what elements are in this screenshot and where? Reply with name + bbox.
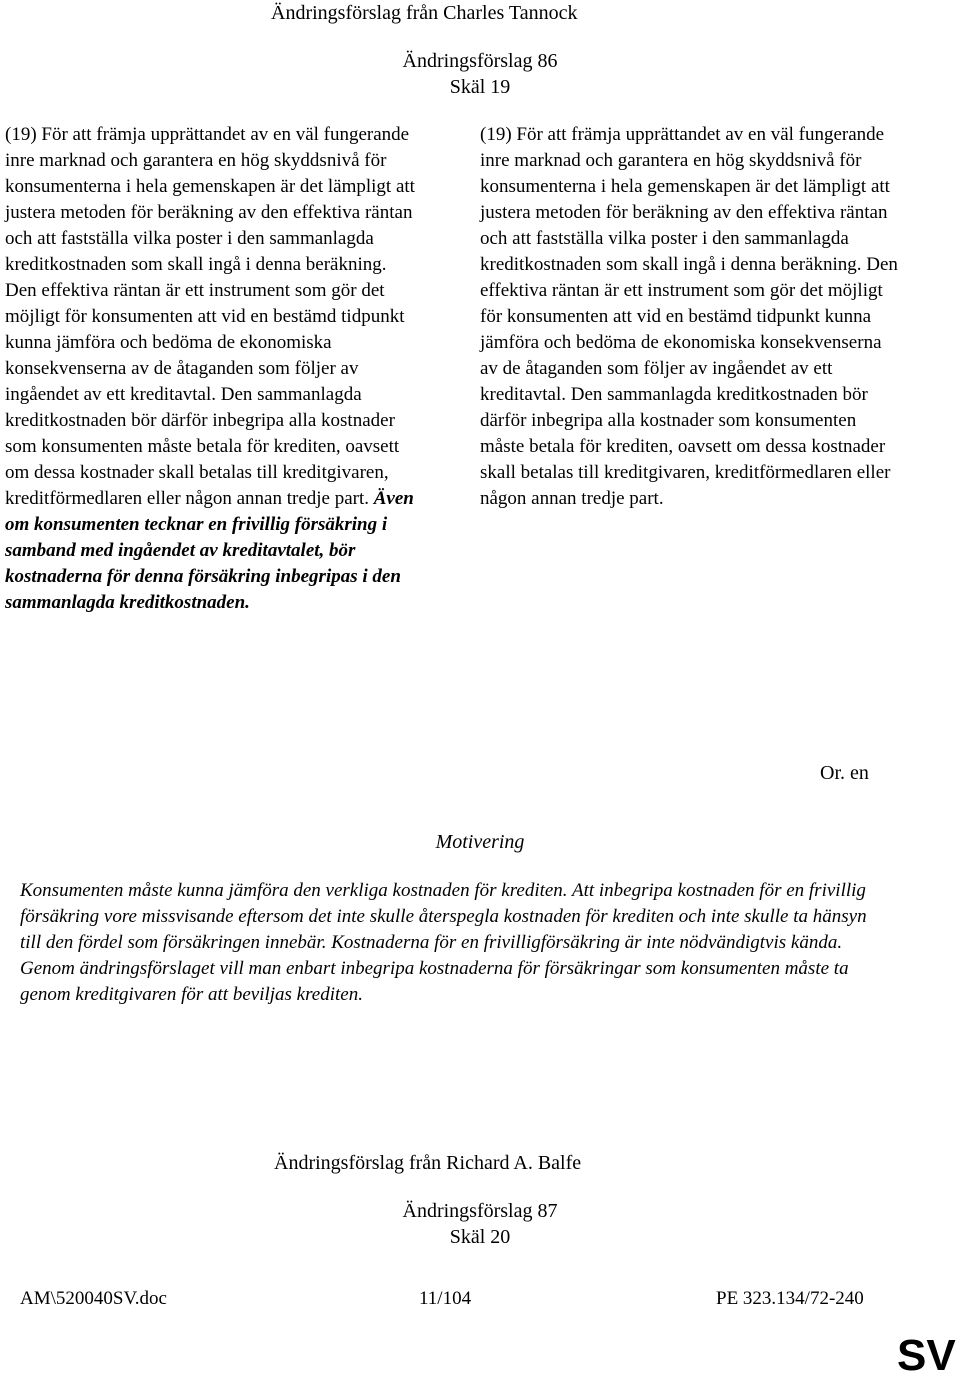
- next-amendment-number: Ändringsförslag 87: [402, 1200, 558, 1222]
- commission-proposal-text: [5, 122, 420, 616]
- justification-text: Konsumenten måste kunna jämföra den verkliga kostnaden för krediten. Att inbegripa kostnaden för en frivillig försäkring vore missvisande eftersom det inte skulle återspegla kostnaden för krediten och inte skulle ta hänsyn till den fördel som försäkringen innebär. Kostnaderna för en frivilligförsäkring är inte nödvändigtvis kända. Genom ändringsförslaget vill man enbart inbegripa kostnaderna för försäkringar som konsumenten måste ta genom kreditgivaren för att beviljas krediten.: [20, 880, 867, 1005]
- footer-page-number: 11/104: [419, 1288, 472, 1309]
- parliament-amendment-text: (19) För att främja upprättandet av en väl fungerande inre marknad och garantera en hög skyddsnivå för konsumenterna i hela gemenskapen är det lämpligt att justera metoden för beräkning av den effektiva räntan och att fastställa vilka poster i den sammanlagda kreditkostnaden som skall ingå i denna beräkning. Den effektiva räntan är ett instrument som gör det möjligt för konsumenten att vid en bestämd tidpunkt kunna jämföra och bedöma de ekonomiska konsekvenserna av de åtaganden som följer av ingåendet av ett kreditavtal. Den sammanlagda kreditkostnaden bör därför inbegripa alla kostnader som konsumenten måste betala för krediten, oavsett om dessa kostnader skall betalas till kreditgivaren, kreditförmedlaren eller någon annan tredje part.: [480, 124, 898, 509]
- left-column-text: (19) För att främja upprättandet av en väl fungerande inre marknad och garantera en hög skyddsnivå för konsumenterna i hela gemenskapen är det lämpligt att justera metoden för beräkning av den effektiva räntan och att fastställa vilka poster i den sammanlagda kreditkostnaden som skall ingå i denna beräkning. Den effektiva räntan är ett instrument som gör det möjligt för konsumenten att vid en bestämd tidpunkt kunna jämföra och bedöma de ekonomiska konsekvenserna av de åtaganden som följer av ingåendet av ett kreditavtal. Den sammanlagda kreditkostnaden bör därför inbegripa alla kostnader som konsumenten måste betala för krediten, oavsett om dessa kostnader skall betalas till kreditgivaren, kreditförmedlaren eller någon annan tredje part.: [5, 124, 415, 509]
- amended-text: Även om konsumenten tecknar en frivillig försäkring i samband med ingåendet av kreditavtalet, bör kostnaderna för denna försäkring inbegripas i den sammanlagda kreditkostnaden.: [5, 488, 414, 613]
- recital-number: Skäl 19: [449, 76, 511, 98]
- next-amendment-author: Ändringsförslag från Richard A. Balfe: [274, 1152, 582, 1174]
- original-language: Or. en: [820, 762, 869, 784]
- language-code: SV: [897, 1331, 956, 1380]
- amendment-author: Ändringsförslag från Charles Tannock: [271, 2, 578, 24]
- footer-pe-ref: PE 323.134/72-240: [716, 1288, 864, 1309]
- justification-title: Motivering: [435, 831, 525, 853]
- next-recital-number: Skäl 20: [449, 1226, 511, 1248]
- amendment-number: Ändringsförslag 86: [402, 50, 558, 72]
- footer-doc-ref: AM\520040SV.doc: [20, 1288, 167, 1309]
